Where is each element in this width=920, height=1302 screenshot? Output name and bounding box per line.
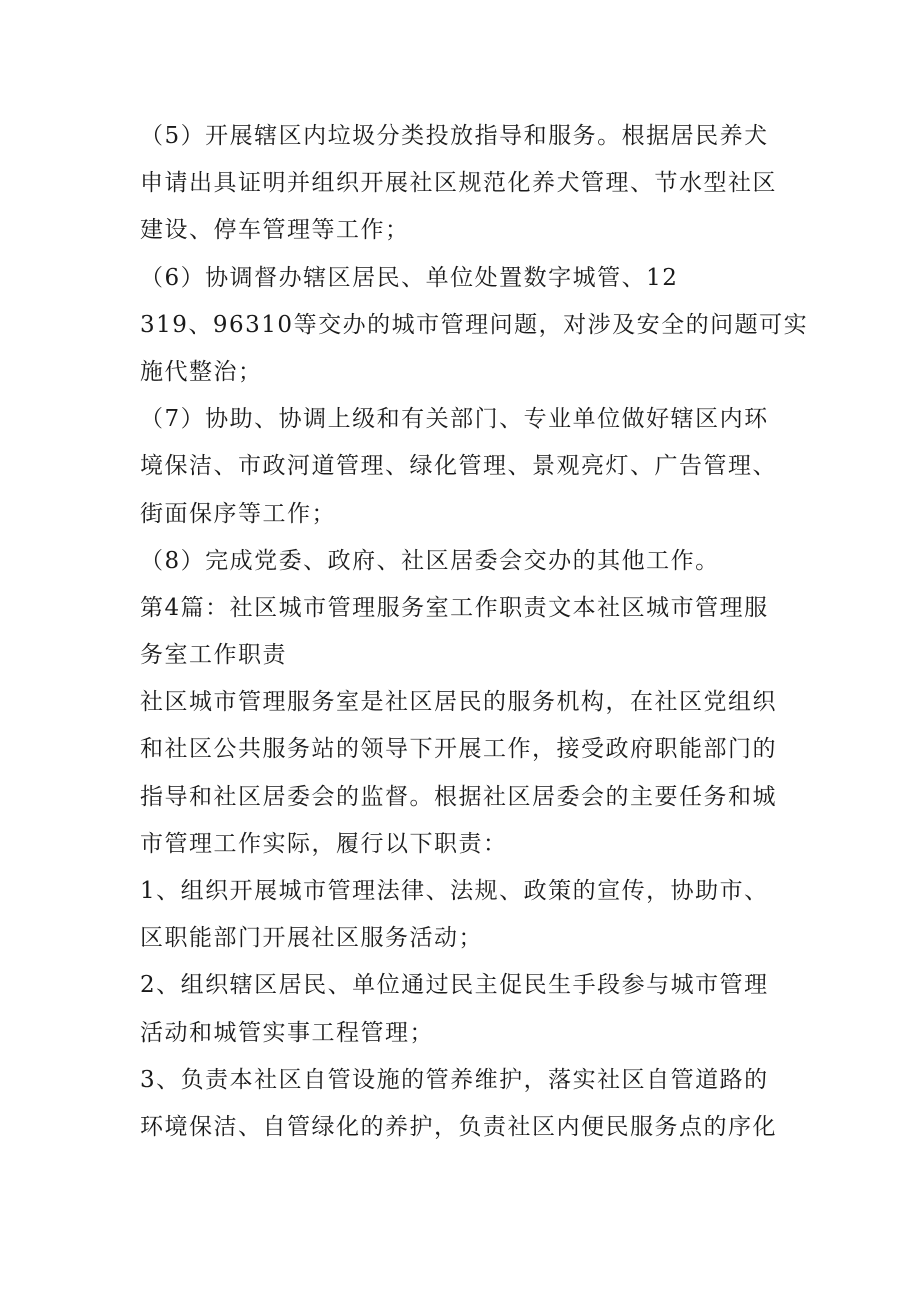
text-line: 环境保洁、自管绿化的养护，负责社区内便民服务点的序化 [140, 1113, 777, 1140]
section-heading: 第4篇：社区城市管理服务室工作职责文本社区城市管理服 [140, 594, 769, 621]
text-line: 施代整治； [140, 358, 263, 385]
text-line: 社区城市管理服务室是社区居民的服务机构，在社区党组织 [140, 689, 777, 716]
document-body [140, 113, 820, 1151]
text-line: 市管理工作实际，履行以下职责： [140, 830, 508, 857]
text-line: 和社区公共服务站的领导下开展工作，接受政府职能部门的 [140, 736, 777, 763]
text-line: （6）协调督办辖区居民、单位处置数字城管、12 [140, 264, 679, 291]
text-line: 建设、停车管理等工作； [140, 217, 410, 244]
text-line: 活动和城管实事工程管理； [140, 1019, 434, 1046]
text-line: 1、组织开展城市管理法律、法规、政策的宣传，协助市、 [140, 878, 769, 904]
text-line: 区职能部门开展社区服务活动； [140, 925, 483, 952]
section-heading: 务室工作职责 [140, 642, 287, 669]
text-line: 2、组织辖区居民、单位通过民主促民生手段参与城市管理 [140, 972, 769, 999]
text-line: 319、96310等交办的城市管理问题，对涉及安全的问题可实 [140, 311, 809, 338]
text-line: 指导和社区居委会的监督。根据社区居委会的主要任务和城 [140, 783, 777, 810]
text-line: 3、负责本社区自管设施的管养维护，落实社区自管道路的 [140, 1066, 769, 1093]
text-line: （8）完成党委、政府、社区居委会交办的其他工作。 [140, 547, 720, 574]
text-line: 境保洁、市政河道管理、绿化管理、景观亮灯、广告管理、 [140, 453, 777, 480]
text-line: （5）开展辖区内垃圾分类投放指导和服务。根据居民养犬 [140, 123, 769, 149]
text-line: （7）协助、协调上级和有关部门、专业单位做好辖区内环 [140, 406, 769, 433]
text-line: 申请出具证明并组织开展社区规范化养犬管理、节水型社区 [140, 170, 777, 197]
text-line: 街面保序等工作； [140, 500, 336, 527]
